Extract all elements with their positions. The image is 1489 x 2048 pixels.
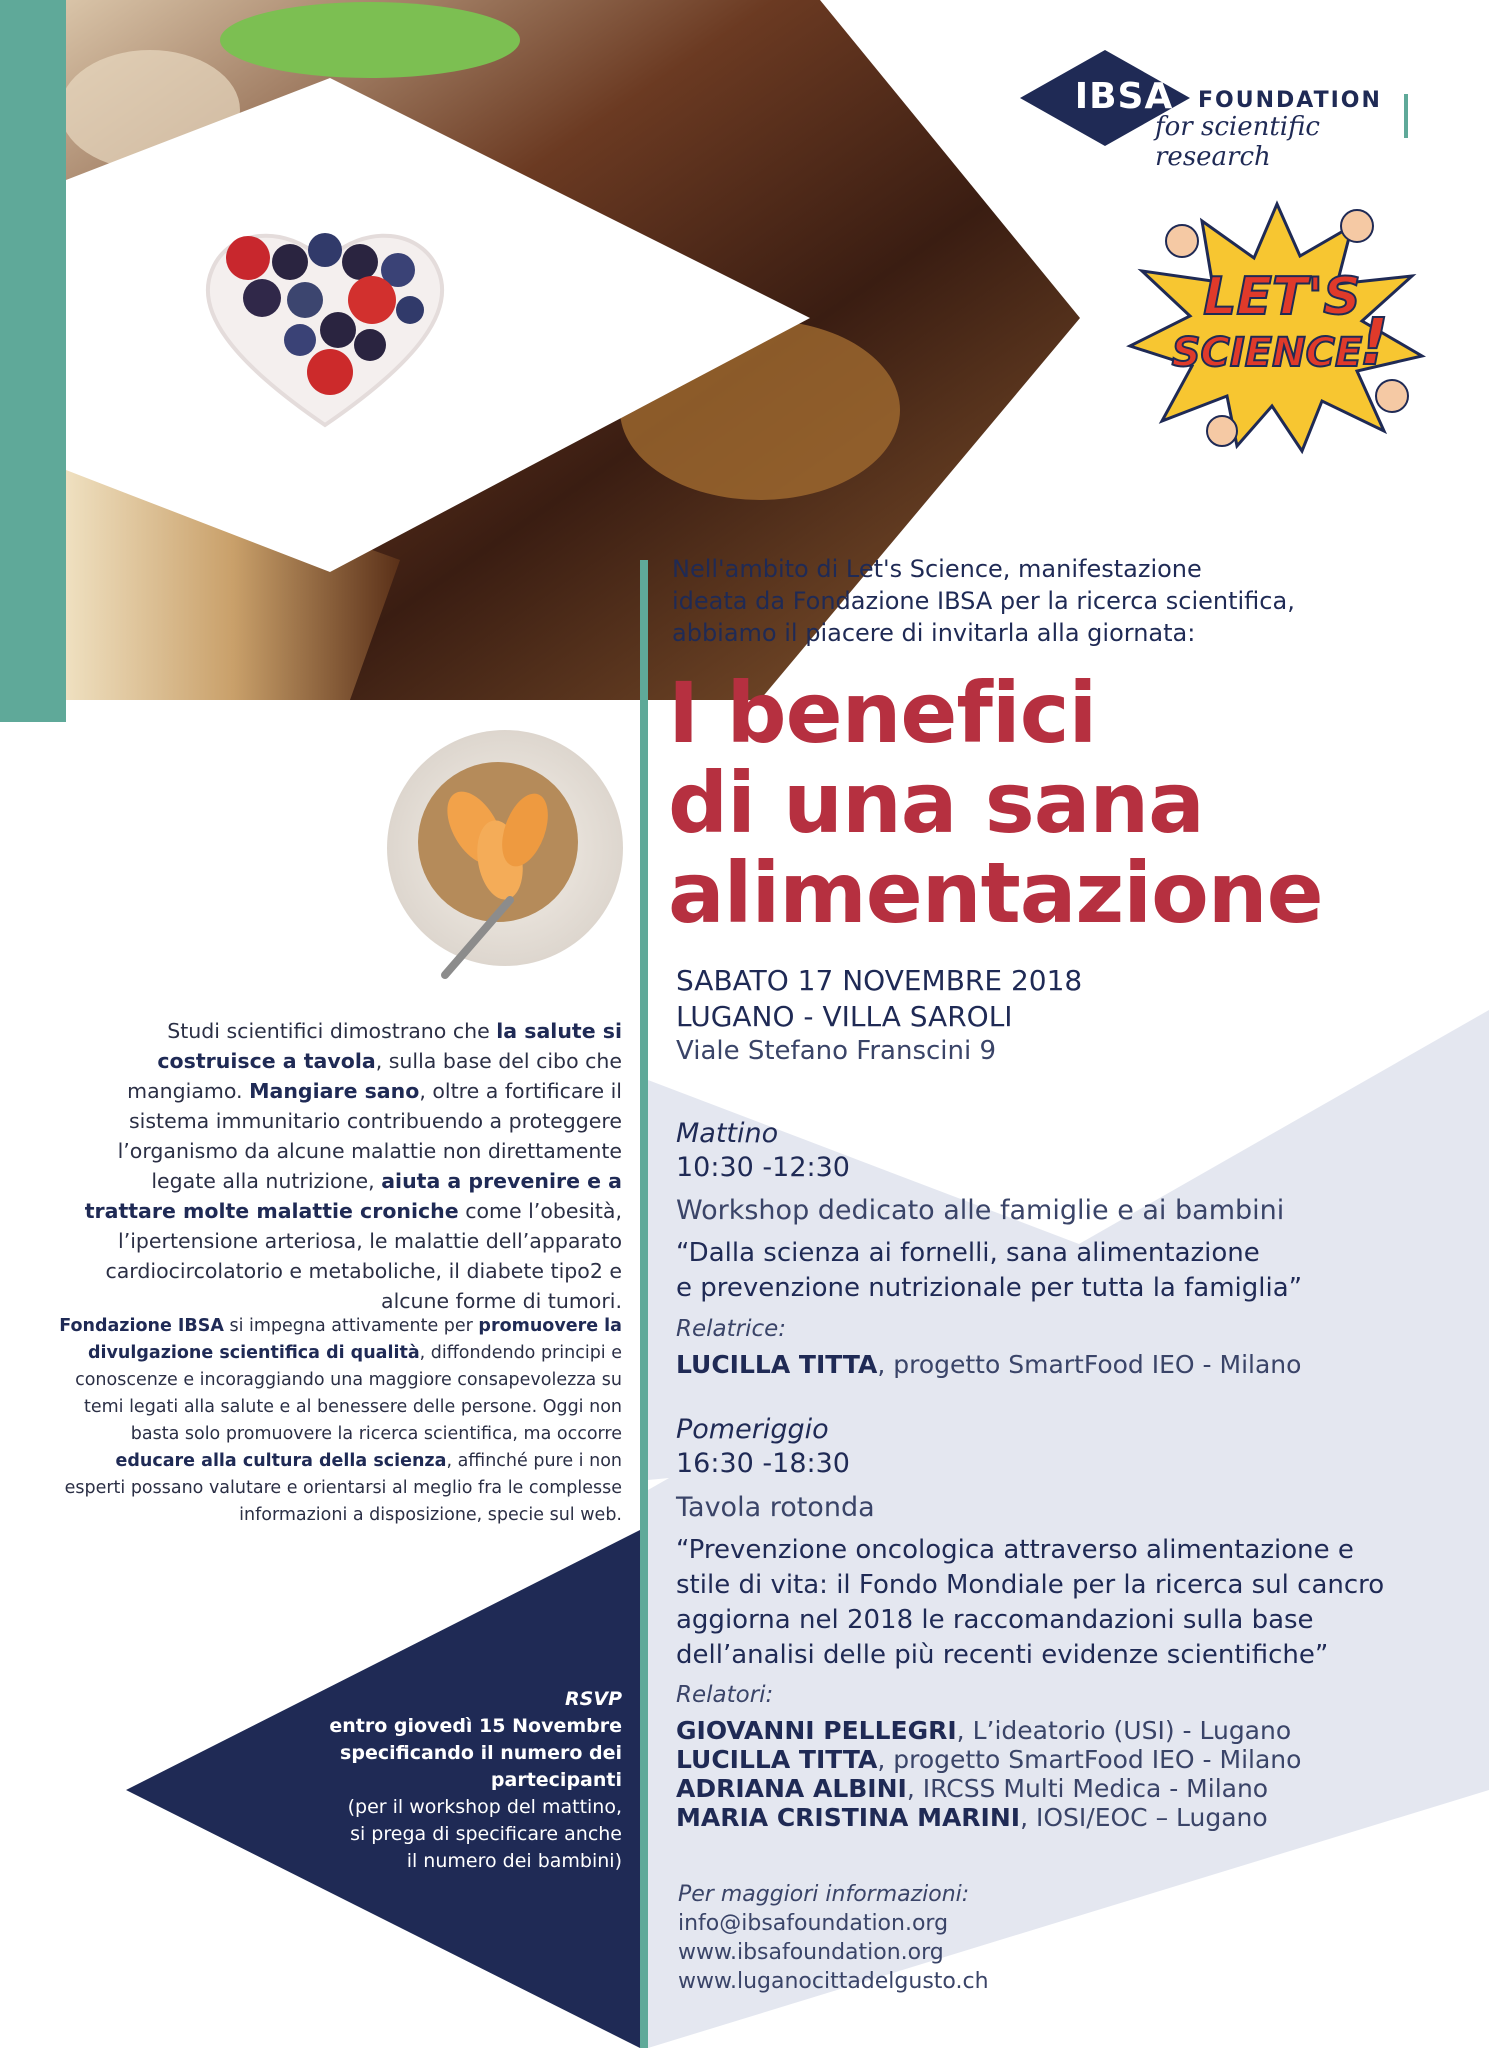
contact-email[interactable]: info@ibsafoundation.org bbox=[678, 1911, 949, 1936]
logo-divider bbox=[1404, 94, 1408, 138]
text-run: Studi scientifici dimostrano che bbox=[167, 1019, 497, 1043]
quote-line: e prevenzione nutrizionale per tutta la famiglia” bbox=[676, 1273, 1303, 1303]
logo-mark-text: IBSA bbox=[1074, 76, 1174, 117]
foundation-paragraph bbox=[56, 1313, 622, 1529]
afternoon-speaker-label: Relatori: bbox=[676, 1682, 774, 1708]
quote-line: aggiorna nel 2018 le raccomandazioni sulla base bbox=[676, 1605, 1314, 1635]
badge-exclaim: ! bbox=[1359, 306, 1389, 380]
afternoon-speaker bbox=[676, 1716, 1291, 1745]
event-place: LUGANO - VILLA SAROLI bbox=[676, 1000, 1013, 1033]
afternoon-speaker bbox=[676, 1745, 1301, 1774]
intro-line: abbiamo il piacere di invitarla alla giornata: bbox=[672, 619, 1196, 647]
afternoon-quote bbox=[676, 1533, 1476, 1673]
text-run: come l’obesità, l’ipertensione arteriosa, le malattie dell’apparato cardiocircolatorio e metaboliche, il diabete tipo2 e alcune forme di tumori. bbox=[105, 1199, 622, 1313]
ibsa-logo bbox=[1020, 50, 1420, 172]
avocado-slice bbox=[220, 2, 520, 78]
speaker-name: LUCILLA TITTA bbox=[676, 1350, 878, 1379]
vertical-divider bbox=[640, 560, 648, 2048]
morning-speaker-label: Relatrice: bbox=[676, 1316, 787, 1342]
speaker-name: LUCILLA TITTA bbox=[676, 1745, 878, 1774]
speaker-affiliation: , L’ideatorio (USI) - Lugano bbox=[956, 1716, 1292, 1745]
text-run-bold: la salute si costruisce a tavola bbox=[157, 1019, 622, 1073]
speaker-name: MARIA CRISTINA MARINI bbox=[676, 1803, 1021, 1832]
quote-line: dell’analisi delle più recenti evidenze scientifiche” bbox=[676, 1640, 1329, 1670]
text-run-bold: aiuta a prevenire e a trattare molte malattie croniche bbox=[84, 1169, 622, 1223]
rsvp-line: specificando il numero dei bbox=[340, 1742, 622, 1764]
title-line: I benefici bbox=[668, 664, 1097, 762]
event-date: SABATO 17 NOVEMBRE 2018 bbox=[676, 964, 1083, 997]
event-title bbox=[668, 664, 1468, 942]
morning-activity: Workshop dedicato alle famiglie e ai bambini bbox=[676, 1195, 1285, 1226]
text-run: si impegna attivamente per bbox=[223, 1316, 479, 1336]
text-run-bold: Mangiare sano bbox=[249, 1079, 420, 1103]
rsvp-line: si prega di specificare anche bbox=[350, 1823, 622, 1845]
intro-line: ideata da Fondazione IBSA per la ricerca scientifica, bbox=[672, 587, 1295, 615]
speaker-affiliation: , IRCSS Multi Medica - Milano bbox=[906, 1774, 1269, 1803]
text-run: , affinché pure i non esperti possano valutare e orientarsi al meglio fra le complesse informazioni a disposizione, specie sul web. bbox=[64, 1451, 622, 1525]
text-run: , sulla base del cibo che mangiamo. bbox=[127, 1049, 622, 1103]
speaker-affiliation: , progetto SmartFood IEO - Milano bbox=[877, 1350, 1302, 1379]
afternoon-label: Pomeriggio bbox=[676, 1414, 829, 1445]
afternoon-time: 16:30 -18:30 bbox=[676, 1448, 850, 1479]
morning-time: 10:30 -12:30 bbox=[676, 1152, 850, 1183]
quote-line: “Dalla scienza ai fornelli, sana alimentazione bbox=[676, 1238, 1260, 1268]
title-line: di una sana bbox=[668, 754, 1204, 852]
morning-label: Mattino bbox=[676, 1118, 779, 1149]
lets-science-badge bbox=[1122, 196, 1432, 456]
health-paragraph bbox=[56, 1016, 622, 1316]
afternoon-speaker bbox=[676, 1774, 1268, 1803]
afternoon-speaker bbox=[676, 1803, 1268, 1832]
text-run: , oltre a fortificare il sistema immunitario contribuendo a proteggere l’organismo da alcune malattie non direttamente legate alla nutrizione, bbox=[117, 1079, 622, 1193]
contact-website[interactable]: www.ibsafoundation.org bbox=[678, 1940, 944, 1965]
text-run-bold: promuovere la divulgazione scientifica di qualità bbox=[87, 1316, 622, 1363]
speaker-affiliation: , progetto SmartFood IEO - Milano bbox=[877, 1745, 1302, 1774]
text-run: , diffondendo principi e conoscenze e incoraggiando una maggiore consapevolezza su temi legati alla salute e al benessere delle persone. Oggi non basta solo promuovere la ricerca scientifica, ma occorre bbox=[75, 1343, 622, 1444]
rsvp-block bbox=[300, 1686, 622, 1875]
quote-line: stile di vita: il Fondo Mondiale per la ricerca sul cancro bbox=[676, 1570, 1385, 1600]
intro-text bbox=[672, 553, 1362, 649]
speaker-affiliation: , IOSI/EOC – Lugano bbox=[1020, 1803, 1268, 1832]
afternoon-activity: Tavola rotonda bbox=[676, 1492, 875, 1523]
rsvp-line: partecipanti bbox=[490, 1769, 622, 1791]
morning-speaker bbox=[676, 1350, 1301, 1379]
event-address: Viale Stefano Franscini 9 bbox=[676, 1036, 997, 1066]
quote-line: “Prevenzione oncologica attraverso alimentazione e bbox=[676, 1535, 1354, 1565]
rsvp-line: il numero dei bambini) bbox=[406, 1850, 622, 1872]
morning-quote bbox=[676, 1236, 1416, 1306]
text-run-bold: Fondazione IBSA bbox=[59, 1316, 224, 1336]
badge-line2: SCIENCE bbox=[1171, 330, 1363, 376]
left-accent-bar bbox=[0, 0, 66, 722]
logo-tagline: for scientific research bbox=[1155, 112, 1320, 172]
contact-label: Per maggiori informazioni: bbox=[678, 1882, 970, 1907]
title-line: alimentazione bbox=[668, 844, 1323, 942]
speaker-name: ADRIANA ALBINI bbox=[676, 1774, 907, 1803]
logo-foundation-text: FOUNDATION bbox=[1198, 88, 1382, 113]
intro-line: Nell'ambito di Let's Science, manifestazione bbox=[672, 555, 1202, 583]
rsvp-line: entro giovedì 15 Novembre bbox=[329, 1715, 622, 1737]
badge-line1: LET'S bbox=[1203, 267, 1361, 327]
rsvp-heading: RSVP bbox=[565, 1688, 622, 1710]
speaker-name: GIOVANNI PELLEGRI bbox=[676, 1716, 957, 1745]
contact-website[interactable]: www.luganocittadelgusto.ch bbox=[678, 1969, 989, 1994]
rsvp-line: (per il workshop del mattino, bbox=[347, 1796, 622, 1818]
text-run-bold: educare alla cultura della scienza bbox=[115, 1451, 447, 1471]
